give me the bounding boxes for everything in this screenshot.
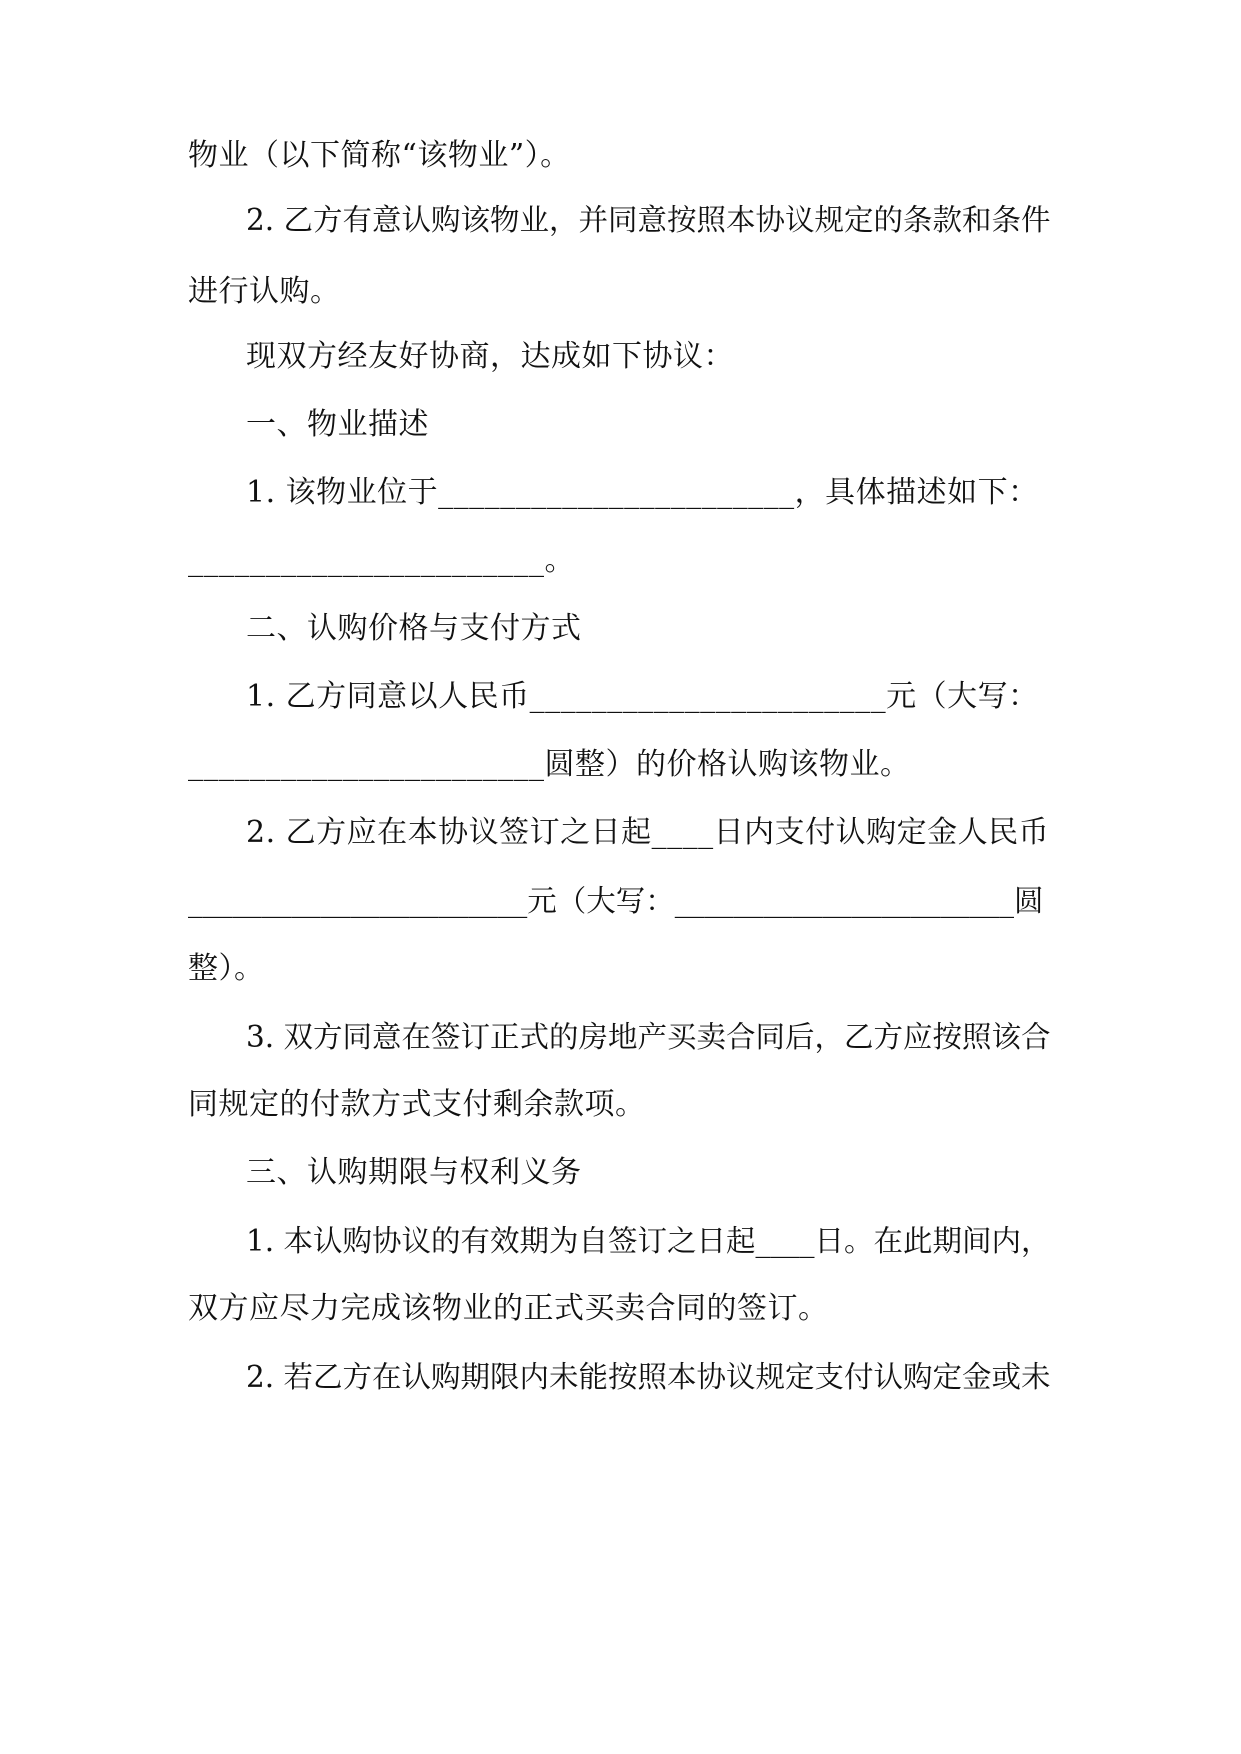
text-line-15: 同规定的付款方式支付剩余款项。	[188, 1087, 646, 1122]
text-line-11: 2. 乙方应在本协议签订之日起____日内支付认购定金人民币	[246, 815, 1050, 850]
text-line-13: 整）。	[188, 951, 265, 986]
text-line-4: 现双方经友好协商，达成如下协议：	[246, 339, 734, 374]
text-line-12: _______________________元（大写：_______________________圆	[188, 884, 1044, 918]
text-line-3: 进行认购。	[188, 274, 341, 309]
text-line-1: 物业（以下简称“该物业”）。	[188, 138, 571, 173]
section-heading-1: 一、物业描述	[246, 407, 429, 442]
text-line-14: 3. 双方同意在签订正式的房地产买卖合同后，乙方应按照该合	[246, 1020, 1051, 1054]
text-line-10: _______________________圆整）的价格认购该物业。	[188, 747, 911, 782]
section-heading-3: 三、认购期限与权利义务	[246, 1155, 582, 1190]
section-heading-2: 二、认购价格与支付方式	[246, 611, 582, 646]
text-line-18: 双方应尽力完成该物业的正式买卖合同的签订。	[188, 1291, 829, 1326]
text-line-19: 2. 若乙方在认购期限内未能按照本协议规定支付认购定金或未	[246, 1360, 1051, 1394]
text-line-2: 2. 乙方有意认购该物业，并同意按照本协议规定的条款和条件	[246, 203, 1051, 237]
text-line-7: _______________________。	[188, 543, 575, 578]
text-line-6: 1. 该物业位于_______________________，具体描述如下：	[246, 475, 1039, 510]
text-line-9: 1. 乙方同意以人民币_______________________元（大写：	[246, 679, 1039, 714]
text-line-17: 1. 本认购协议的有效期为自签订之日起____日。在此期间内，	[246, 1224, 1051, 1258]
